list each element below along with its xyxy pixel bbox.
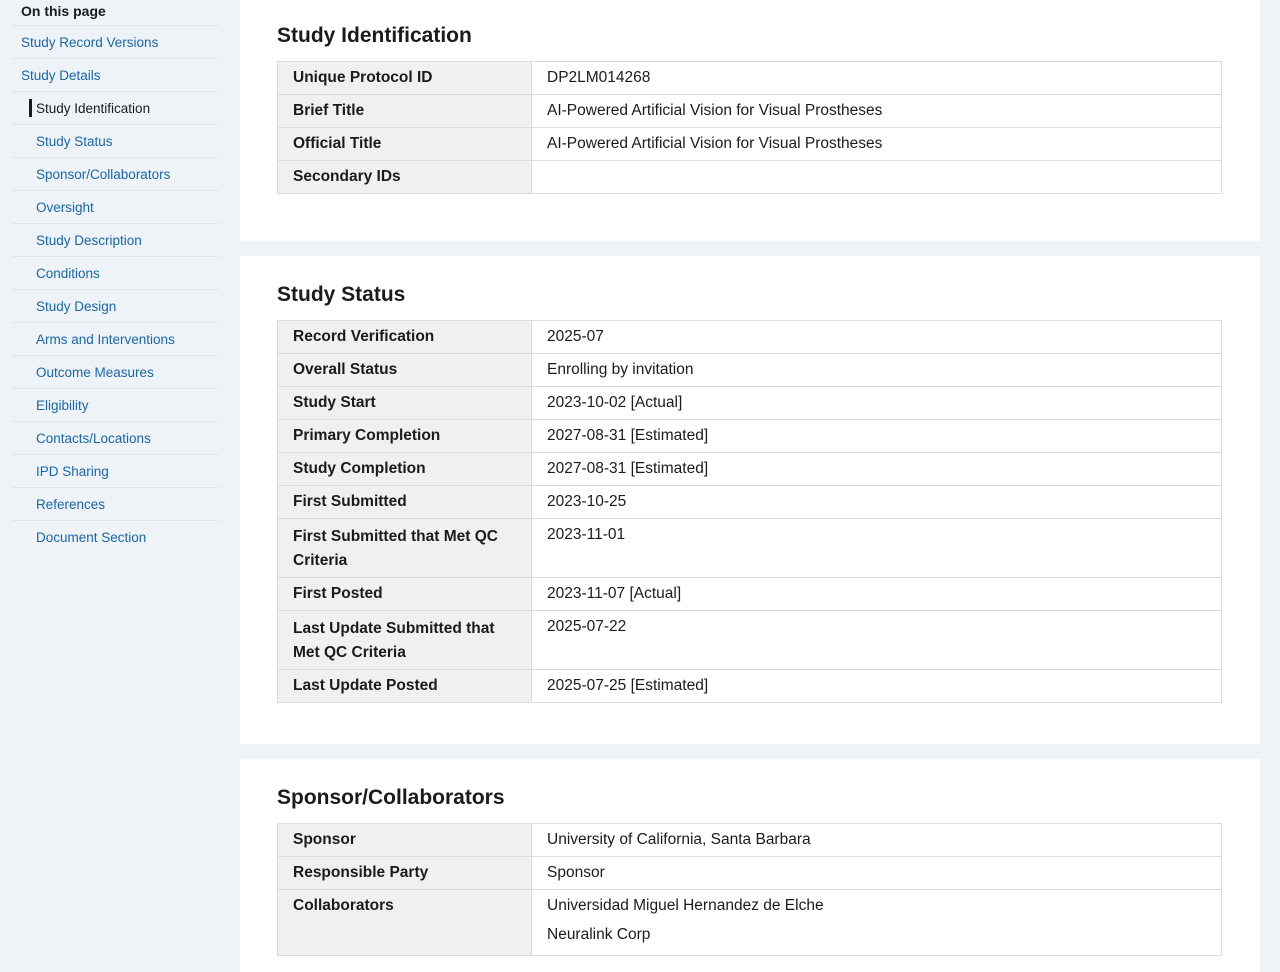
table-row [278,611,1222,670]
row-label: Primary Completion [278,420,532,453]
sidebar-item-document-section[interactable]: Document Section [36,530,147,545]
row-value: 2023-10-25 [532,486,1222,519]
row-label: First Posted [278,578,532,611]
main-content [240,0,1260,972]
row-value: 2027-08-31 [Estimated] [532,420,1222,453]
sidebar-item-label: Study Identification [36,100,151,116]
active-indicator [29,99,32,117]
on-this-page-nav [0,0,232,972]
table-row [278,161,1222,194]
table-row [278,453,1222,486]
row-value: AI-Powered Artificial Vision for Visual Prostheses [532,128,1222,161]
table-row [278,354,1222,387]
row-label: Last Update Submitted that Met QC Criteria [278,611,532,670]
collaborator-name: Universidad Miguel Hernandez de Elche [547,897,824,914]
row-value: 2023-11-01 [532,519,1222,578]
row-value: DP2LM014268 [532,62,1222,95]
row-label: Record Verification [278,321,532,354]
sidebar-item-study-design[interactable]: Study Design [13,290,218,323]
row-label: Brief Title [278,95,532,128]
row-value: 2025-07-25 [Estimated] [532,670,1222,703]
row-value: Enrolling by invitation [532,354,1222,387]
row-value: 2025-07-22 [532,611,1222,670]
row-value: Sponsor [532,857,1222,890]
table-row [278,824,1222,857]
row-value: University of California, Santa Barbara [532,824,1222,857]
table-row [278,62,1222,95]
study-status-section [240,256,1260,744]
section-title: Study Identification [277,24,472,47]
sidebar-item-contacts-locations[interactable]: Contacts/Locations [13,422,218,455]
sidebar-item-study-identification[interactable] [13,92,218,125]
sidebar-item-references[interactable]: References [13,488,218,521]
row-label: Official Title [278,128,532,161]
row-label: First Submitted that Met QC Criteria [278,519,532,578]
table-row [278,95,1222,128]
sidebar-item-sponsor-collaborators[interactable]: Sponsor/Collaborators [13,158,218,191]
row-label: Responsible Party [278,857,532,890]
sidebar-item-conditions[interactable]: Conditions [13,257,218,290]
row-label: Collaborators [278,890,532,956]
section-title: Sponsor/Collaborators [277,786,505,809]
row-label: Study Start [278,387,532,420]
sidebar-item-study-description[interactable]: Study Description [13,224,218,257]
row-value [532,161,1222,194]
sidebar-item-study-status[interactable]: Study Status [13,125,218,158]
sidebar-item-study-record-versions[interactable]: Study Record Versions [13,26,218,59]
row-value: 2023-11-07 [Actual] [532,578,1222,611]
table-row [278,519,1222,578]
table-row [278,486,1222,519]
table-row [278,387,1222,420]
row-value: 2025-07 [532,321,1222,354]
section-title: Study Status [277,283,406,306]
sponsor-table [277,823,1222,956]
row-value-list [532,890,1222,956]
sponsor-collaborators-section [240,759,1260,972]
sidebar-item-arms-and-interventions[interactable]: Arms and Interventions [13,323,218,356]
row-value: 2027-08-31 [Estimated] [532,453,1222,486]
sidebar-item-eligibility[interactable]: Eligibility [13,389,218,422]
table-row [278,420,1222,453]
table-row [278,128,1222,161]
row-value: AI-Powered Artificial Vision for Visual Prostheses [532,95,1222,128]
table-row [278,321,1222,354]
sidebar-heading: On this page [13,0,218,26]
table-row [278,578,1222,611]
table-row [278,857,1222,890]
row-label: Last Update Posted [278,670,532,703]
sidebar-item-study-details[interactable]: Study Details [13,59,218,92]
table-row [278,670,1222,703]
sidebar-item-outcome-measures[interactable]: Outcome Measures [13,356,218,389]
sidebar-list [13,26,218,554]
row-label: Sponsor [278,824,532,857]
row-label: Unique Protocol ID [278,62,532,95]
sidebar-item-ipd-sharing[interactable]: IPD Sharing [13,455,218,488]
collaborator-name: Neuralink Corp [547,926,651,943]
row-label: Study Completion [278,453,532,486]
row-label: Secondary IDs [278,161,532,194]
table-row [278,890,1222,956]
row-value: 2023-10-02 [Actual] [532,387,1222,420]
row-label: Overall Status [278,354,532,387]
status-table [277,320,1222,703]
study-identification-section [240,0,1260,241]
identification-table [277,61,1222,194]
sidebar-item-oversight[interactable]: Oversight [13,191,218,224]
row-label: First Submitted [278,486,532,519]
